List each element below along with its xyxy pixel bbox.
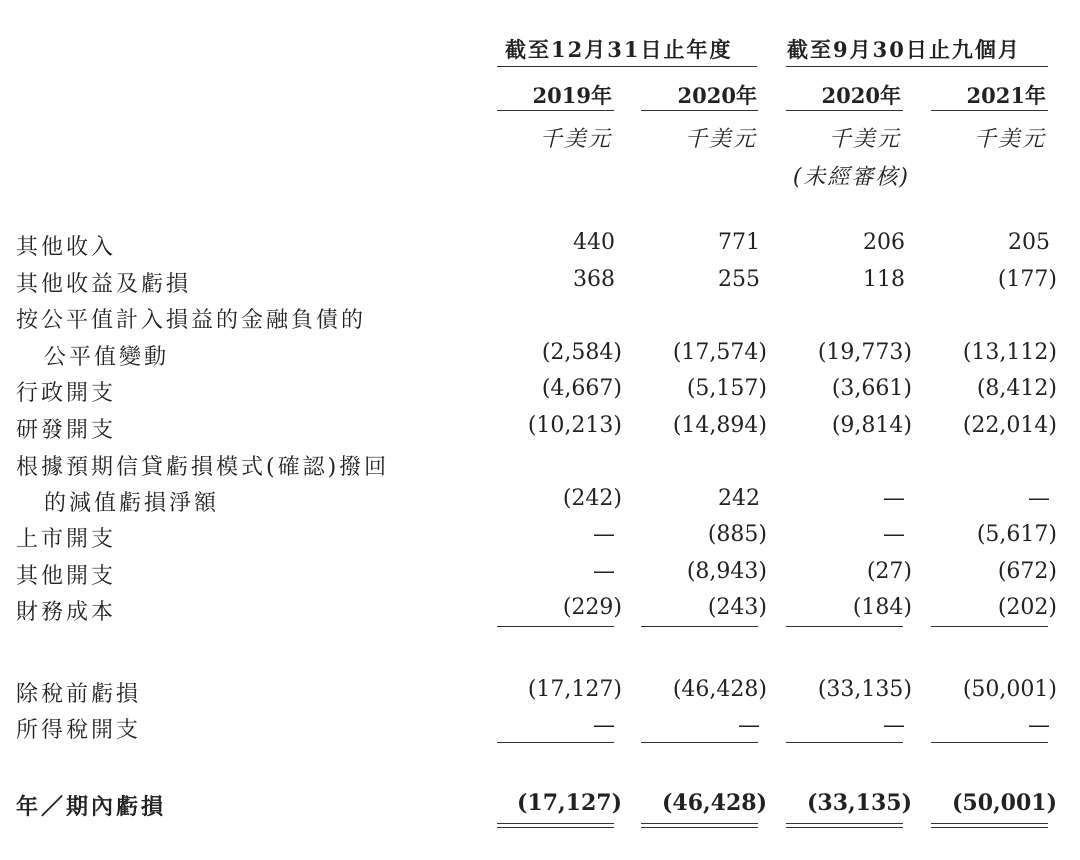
value-cell: (33,135) [817,677,912,702]
year-underline-4 [931,110,1048,111]
row-label-ecl-line1: 根據預期信貸虧損模式(確認)撥回 [16,455,390,480]
value-cell: (10,213) [527,413,622,438]
value-cell: 118 [863,267,905,292]
value-cell: (8,412) [976,376,1057,401]
subtotal-rule [497,626,614,627]
unit-col-1: 千美元 [539,127,612,152]
value-cell: (3,661) [831,376,912,401]
header-underline-2 [786,66,1048,67]
value-cell-total: (50,001) [951,790,1057,816]
row-label-finance-costs: 財務成本 [16,600,117,625]
value-cell: (27) [866,559,912,584]
value-cell: (243) [707,595,767,620]
value-cell: 242 [718,486,760,511]
value-cell: 205 [1008,230,1050,255]
row-label-fvtpl-line1: 按公平值計入損益的金融負債的 [16,308,367,333]
value-cell: — [1028,713,1050,738]
unit-col-2: 千美元 [684,127,757,152]
year-underline-1 [497,110,614,111]
value-cell: (14,894) [672,413,767,438]
year-underline-2 [641,110,758,111]
row-label-ecl-line2: 的減值虧損淨額 [44,491,220,516]
value-cell-total: (33,135) [806,790,912,816]
value-cell: (17,127) [527,677,622,702]
row-label-listing-expenses: 上市開支 [16,527,117,552]
value-cell: (13,112) [962,340,1057,365]
total-rule [641,742,758,743]
value-cell: — [883,486,905,511]
year-underline-3 [786,110,903,111]
value-cell: — [1028,486,1050,511]
year-col-1: 2019年 [532,83,612,108]
value-cell: 206 [863,230,905,255]
value-cell: (8,943) [686,559,767,584]
value-cell: (5,617) [976,522,1057,547]
header-fiscal-year: 截至12月31日止年度 [505,37,733,62]
value-cell: — [738,713,760,738]
value-cell: (5,157) [686,376,767,401]
unit-col-3: 千美元 [828,127,901,152]
value-cell: — [883,713,905,738]
value-cell: (19,773) [817,340,912,365]
value-cell: (9,814) [831,413,912,438]
row-label-loss-before-tax: 除稅前虧損 [16,682,142,707]
value-cell: (242) [562,486,622,511]
row-label-other-expenses: 其他開支 [16,564,117,589]
value-cell-total: (17,127) [516,790,622,816]
double-rule [641,823,758,828]
value-cell: — [883,522,905,547]
row-label-income-tax: 所得稅開支 [16,718,142,743]
value-cell: — [593,559,615,584]
value-cell: — [593,713,615,738]
row-label-other-gains-losses: 其他收益及虧損 [16,272,192,297]
value-cell: 368 [573,267,615,292]
row-label-fvtpl-line2: 公平值變動 [44,345,170,370]
value-cell: (50,001) [962,677,1057,702]
value-cell: (229) [562,595,622,620]
row-label-rnd-expenses: 研發開支 [16,418,117,443]
value-cell: (202) [997,595,1057,620]
subtotal-rule [641,626,758,627]
header-underline-1 [497,66,757,67]
total-rule [786,742,903,743]
value-cell: 255 [718,267,760,292]
unit-col-4: 千美元 [973,127,1046,152]
value-cell: (22,014) [962,413,1057,438]
year-col-4: 2021年 [966,83,1046,108]
value-cell: (184) [852,595,912,620]
double-rule [931,823,1048,828]
value-cell: 440 [573,230,615,255]
year-col-3: 2020年 [821,83,901,108]
double-rule [497,823,614,828]
header-nine-months: 截至9月30日止九個月 [787,37,1021,62]
row-label-loss-for-period: 年／期內虧損 [16,794,167,820]
double-rule [786,823,903,828]
row-label-other-income: 其他收入 [16,235,117,260]
value-cell: (885) [707,522,767,547]
row-label-admin-expenses: 行政開支 [16,381,117,406]
value-cell: (2,584) [541,340,622,365]
value-cell: (46,428) [672,677,767,702]
value-cell: (4,667) [541,376,622,401]
subtotal-rule [786,626,903,627]
value-cell: (672) [997,559,1057,584]
value-cell: (177) [997,267,1057,292]
value-cell-total: (46,428) [661,790,767,816]
total-rule [497,742,614,743]
subtotal-rule [931,626,1048,627]
year-col-2: 2020年 [677,83,757,108]
unaudited-note: (未經審核) [792,165,910,190]
value-cell: 771 [718,230,760,255]
total-rule [931,742,1048,743]
value-cell: (17,574) [672,340,767,365]
value-cell: — [593,522,615,547]
